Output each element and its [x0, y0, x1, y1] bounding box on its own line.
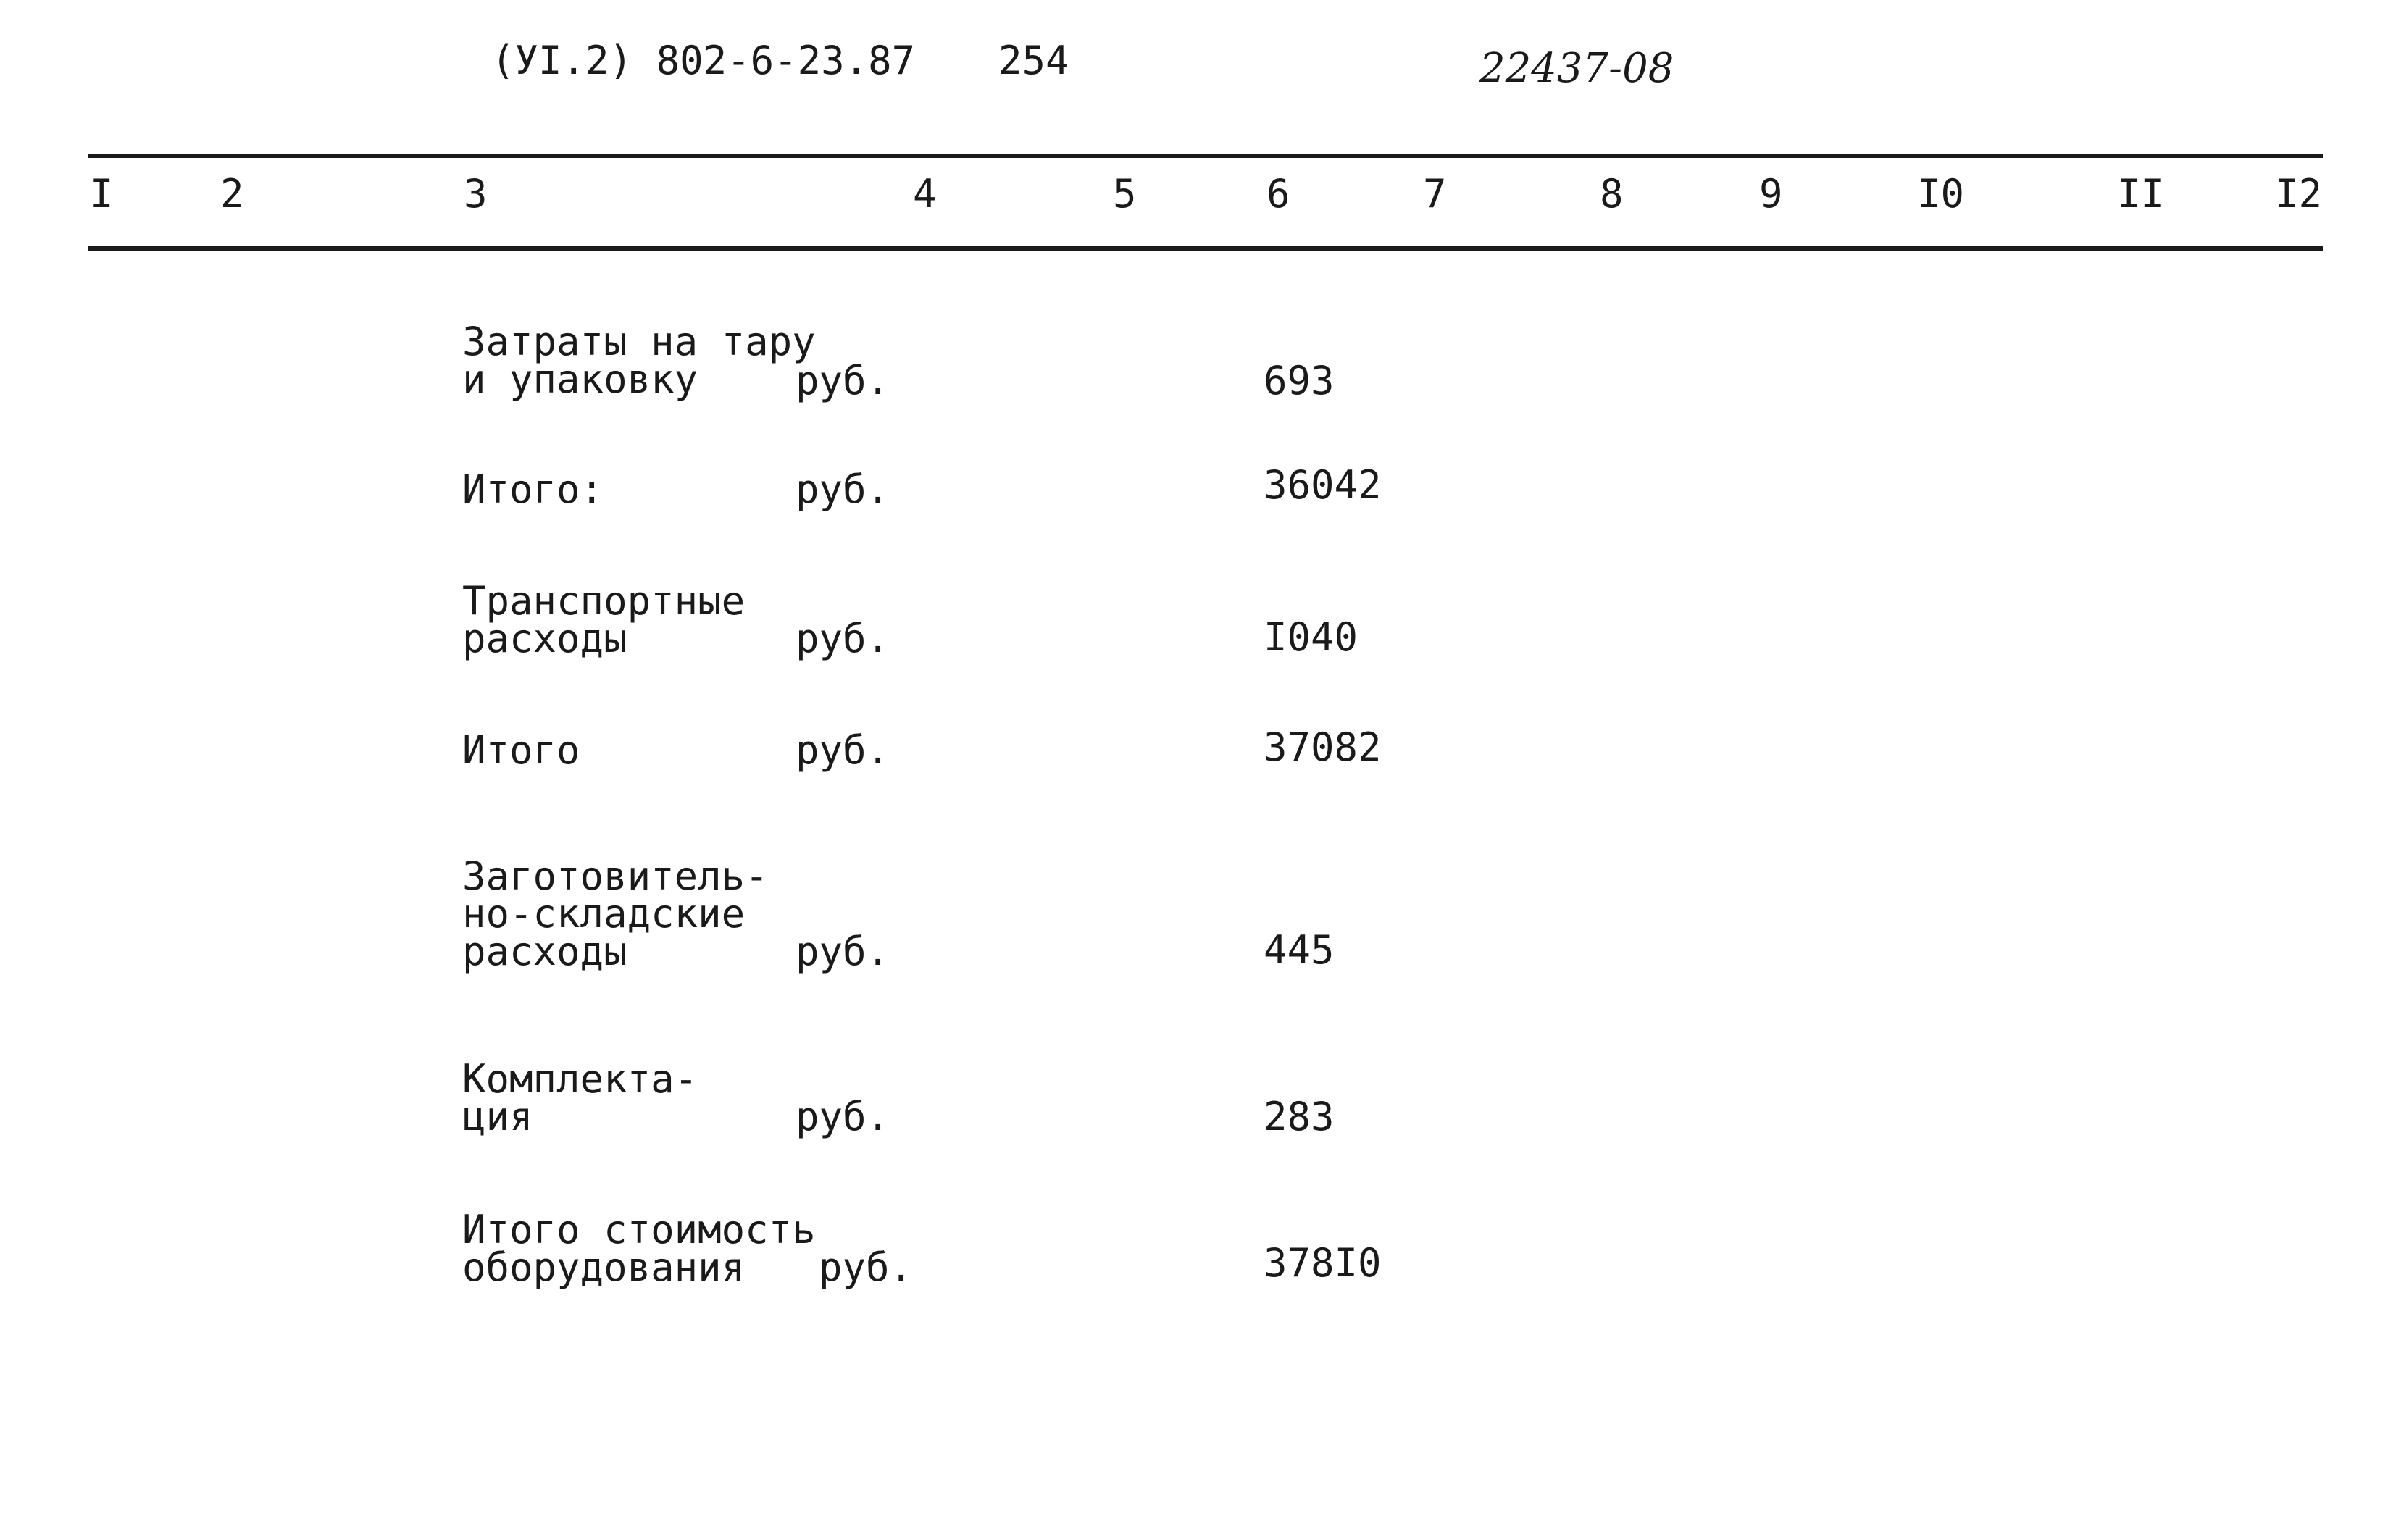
row-label: Заготовитель-	[462, 853, 769, 899]
row-label: Итого	[462, 727, 580, 773]
row-label: Транспортные	[462, 578, 746, 624]
column-number: 4	[913, 171, 937, 217]
row-label: и упаковку	[462, 356, 698, 402]
row-unit: руб.	[796, 727, 890, 773]
document-code: (УI.2) 802-6-23.87	[491, 38, 916, 83]
document-number: 22437-08	[1479, 45, 1674, 92]
row-label: Затраты на тару	[462, 319, 816, 364]
row-unit: руб.	[796, 358, 890, 403]
row-unit: руб.	[796, 929, 890, 974]
column-number: 3	[464, 171, 488, 217]
row-unit: руб.	[796, 1094, 890, 1139]
row-unit: руб.	[819, 1244, 914, 1290]
row-value: 283	[1264, 1094, 1335, 1139]
table-header-bottom-rule	[88, 246, 2323, 251]
column-number: 7	[1423, 171, 1447, 217]
page-number: 254	[998, 38, 1069, 83]
row-value: I040	[1264, 614, 1358, 660]
row-unit: руб.	[796, 616, 890, 661]
row-label: ция	[462, 1094, 533, 1139]
row-label: но-складские	[462, 891, 746, 937]
row-label: Итого стоимость	[462, 1207, 816, 1252]
column-number: I0	[1917, 171, 1965, 217]
row-value: 36042	[1264, 462, 1382, 508]
column-number: I	[90, 171, 114, 217]
column-number: I2	[2275, 171, 2323, 217]
row-label: Комплекта-	[462, 1056, 698, 1102]
row-label: расходы	[462, 929, 627, 974]
column-number: 2	[220, 171, 244, 217]
row-value: 445	[1264, 927, 1335, 973]
table-top-rule	[88, 154, 2323, 158]
row-unit: руб.	[796, 466, 890, 512]
row-label: оборудования	[462, 1244, 746, 1290]
column-number: 5	[1113, 171, 1137, 217]
row-value: 693	[1264, 358, 1335, 403]
row-value: 378I0	[1264, 1240, 1382, 1286]
column-number: 6	[1266, 171, 1290, 217]
column-number: 9	[1759, 171, 1783, 217]
column-number: 8	[1600, 171, 1624, 217]
row-label: расходы	[462, 616, 627, 661]
row-label: Итого:	[462, 466, 604, 512]
column-number: II	[2117, 171, 2165, 217]
row-value: 37082	[1264, 724, 1382, 770]
